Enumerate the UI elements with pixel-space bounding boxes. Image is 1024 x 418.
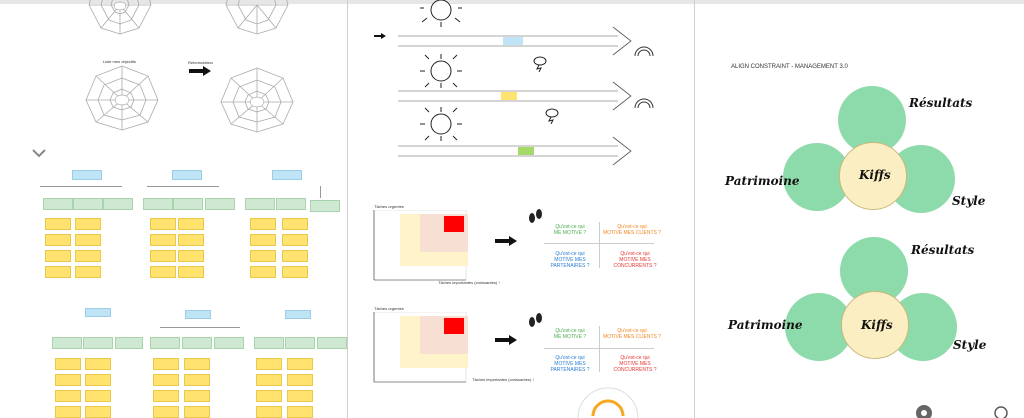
question-motive-partenaires: Qu'est-ce qui MOTIVE MES PARTENAIRES ? — [550, 251, 590, 269]
task-box — [256, 390, 282, 402]
tree-node — [150, 337, 180, 349]
tree-root-6 — [285, 310, 311, 319]
task-box — [153, 390, 179, 402]
tree-node — [214, 337, 244, 349]
task-box — [85, 390, 111, 402]
task-box — [256, 406, 282, 418]
tree-node — [285, 337, 315, 349]
footsteps-icon — [526, 208, 546, 226]
chat-bubble-icon[interactable] — [993, 405, 1009, 418]
spider-web-mid-right — [220, 66, 295, 134]
storm-cloud-icon — [545, 108, 559, 124]
tree-node — [73, 198, 103, 210]
task-box — [153, 374, 179, 386]
task-box — [282, 234, 308, 246]
task-box — [184, 390, 210, 402]
tree-node — [276, 198, 306, 210]
task-box — [150, 218, 176, 230]
task-box — [75, 250, 101, 262]
task-box — [150, 234, 176, 246]
right-board-panel — [694, 0, 1024, 418]
task-box — [282, 266, 308, 278]
tree-connector — [147, 186, 219, 187]
spider-web-top-left — [85, 0, 155, 35]
rainbow-icon — [633, 94, 655, 110]
question-motive-clients: Qu'est-ce qui MOTIVE MES CLIENTS ? — [602, 224, 662, 236]
task-box — [55, 406, 81, 418]
question-motive-partenaires: Qu'est-ce qui MOTIVE MES PARTENAIRES ? — [550, 355, 590, 373]
spider-caption-mid: Reformulation — [188, 60, 213, 65]
task-box — [250, 266, 276, 278]
matrix-ylabel: Tâches urgentes — [374, 306, 404, 311]
tree-node — [103, 198, 133, 210]
task-box — [75, 266, 101, 278]
task-box — [75, 218, 101, 230]
tree-node — [317, 337, 347, 349]
task-box — [250, 218, 276, 230]
label-style: Style — [953, 338, 987, 352]
sun-icon — [420, 0, 462, 28]
spider-web-mid-left — [85, 64, 160, 132]
question-motive-concurrents: Qu'est-ce qui MOTIVE MES CONCURRENTS ? — [613, 355, 657, 373]
label-style: Style — [952, 194, 986, 208]
task-box — [178, 250, 204, 262]
footsteps-icon — [526, 312, 546, 330]
task-box — [178, 234, 204, 246]
question-motive-clients: Qu'est-ce qui MOTIVE MES CLIENTS ? — [602, 328, 662, 340]
storm-cloud-icon — [533, 56, 547, 72]
task-box — [287, 406, 313, 418]
label-kiffs: Kiffs — [859, 168, 891, 182]
priority-matrix-1 — [370, 210, 470, 282]
task-box — [153, 406, 179, 418]
tree-node — [310, 200, 340, 212]
task-box — [45, 234, 71, 246]
label-patrimoine: Patrimoine — [728, 318, 803, 332]
label-patrimoine: Patrimoine — [725, 174, 800, 188]
logo-badge — [573, 382, 643, 418]
task-box — [184, 374, 210, 386]
spider-web-top-right — [222, 0, 292, 35]
tree-root-5 — [185, 310, 211, 319]
tree-node — [143, 198, 173, 210]
task-box — [287, 358, 313, 370]
matrix-xlabel: Tâches importantes (croissantes) ↑ — [472, 377, 535, 382]
task-box — [55, 374, 81, 386]
task-box — [45, 250, 71, 262]
arrow-right-icon — [189, 66, 211, 76]
task-box — [287, 374, 313, 386]
sun-icon — [420, 52, 462, 90]
task-box — [85, 406, 111, 418]
task-box — [282, 250, 308, 262]
chevron-down-icon[interactable] — [31, 148, 47, 158]
left-board-panel — [0, 0, 346, 418]
tree-connector — [40, 186, 122, 187]
tree-root-1 — [72, 170, 102, 180]
tree-node — [245, 198, 275, 210]
matrix-ylabel: Tâches urgentes — [374, 204, 404, 209]
label-kiffs: Kiffs — [861, 318, 893, 332]
task-box — [55, 358, 81, 370]
tree-node — [83, 337, 113, 349]
task-box — [250, 234, 276, 246]
task-box — [282, 218, 308, 230]
tree-node — [254, 337, 284, 349]
task-box — [45, 266, 71, 278]
task-box — [85, 358, 111, 370]
task-box — [55, 390, 81, 402]
tree-connector — [160, 327, 240, 328]
task-box — [153, 358, 179, 370]
task-box — [178, 266, 204, 278]
task-box — [256, 358, 282, 370]
label-resultats: Résultats — [911, 243, 975, 257]
task-box — [178, 218, 204, 230]
tree-node — [205, 198, 235, 210]
label-resultats: Résultats — [909, 96, 973, 110]
task-box — [287, 390, 313, 402]
arrow-right-icon — [495, 335, 517, 345]
matrix-xlabel: Tâches importantes (croissantes) ↑ — [438, 280, 501, 285]
question-me-motive: Qu'est-ce qui ME MOTIVE ? — [553, 224, 587, 236]
tree-root-2 — [172, 170, 202, 180]
tree-node — [43, 198, 73, 210]
task-box — [256, 374, 282, 386]
task-box — [184, 406, 210, 418]
task-box — [75, 234, 101, 246]
tree-node — [173, 198, 203, 210]
priority-matrix-2 — [370, 312, 470, 384]
arrow-right-icon — [495, 236, 517, 246]
tree-node — [52, 337, 82, 349]
task-box — [45, 218, 71, 230]
task-box — [250, 250, 276, 262]
spider-caption-left: Liste mes objectifs — [103, 59, 136, 64]
tree-root-4 — [85, 308, 111, 317]
middle-board-panel — [347, 0, 694, 418]
tree-node — [115, 337, 143, 349]
rainbow-icon — [633, 42, 655, 58]
board-title: ALIGN CONSTRAINT - MANAGEMENT 3.0 — [731, 64, 848, 70]
aperture-icon[interactable] — [915, 404, 933, 418]
tree-node — [182, 337, 212, 349]
tree-root-3 — [272, 170, 302, 180]
task-box — [150, 250, 176, 262]
sun-icon — [420, 105, 462, 143]
question-me-motive: Qu'est-ce qui ME MOTIVE ? — [553, 328, 587, 340]
task-box — [85, 374, 111, 386]
tree-connector — [320, 186, 321, 198]
task-box — [184, 358, 210, 370]
arrow-right-icon — [374, 33, 386, 39]
question-motive-concurrents: Qu'est-ce qui MOTIVE MES CONCURRENTS ? — [613, 251, 657, 269]
task-box — [150, 266, 176, 278]
